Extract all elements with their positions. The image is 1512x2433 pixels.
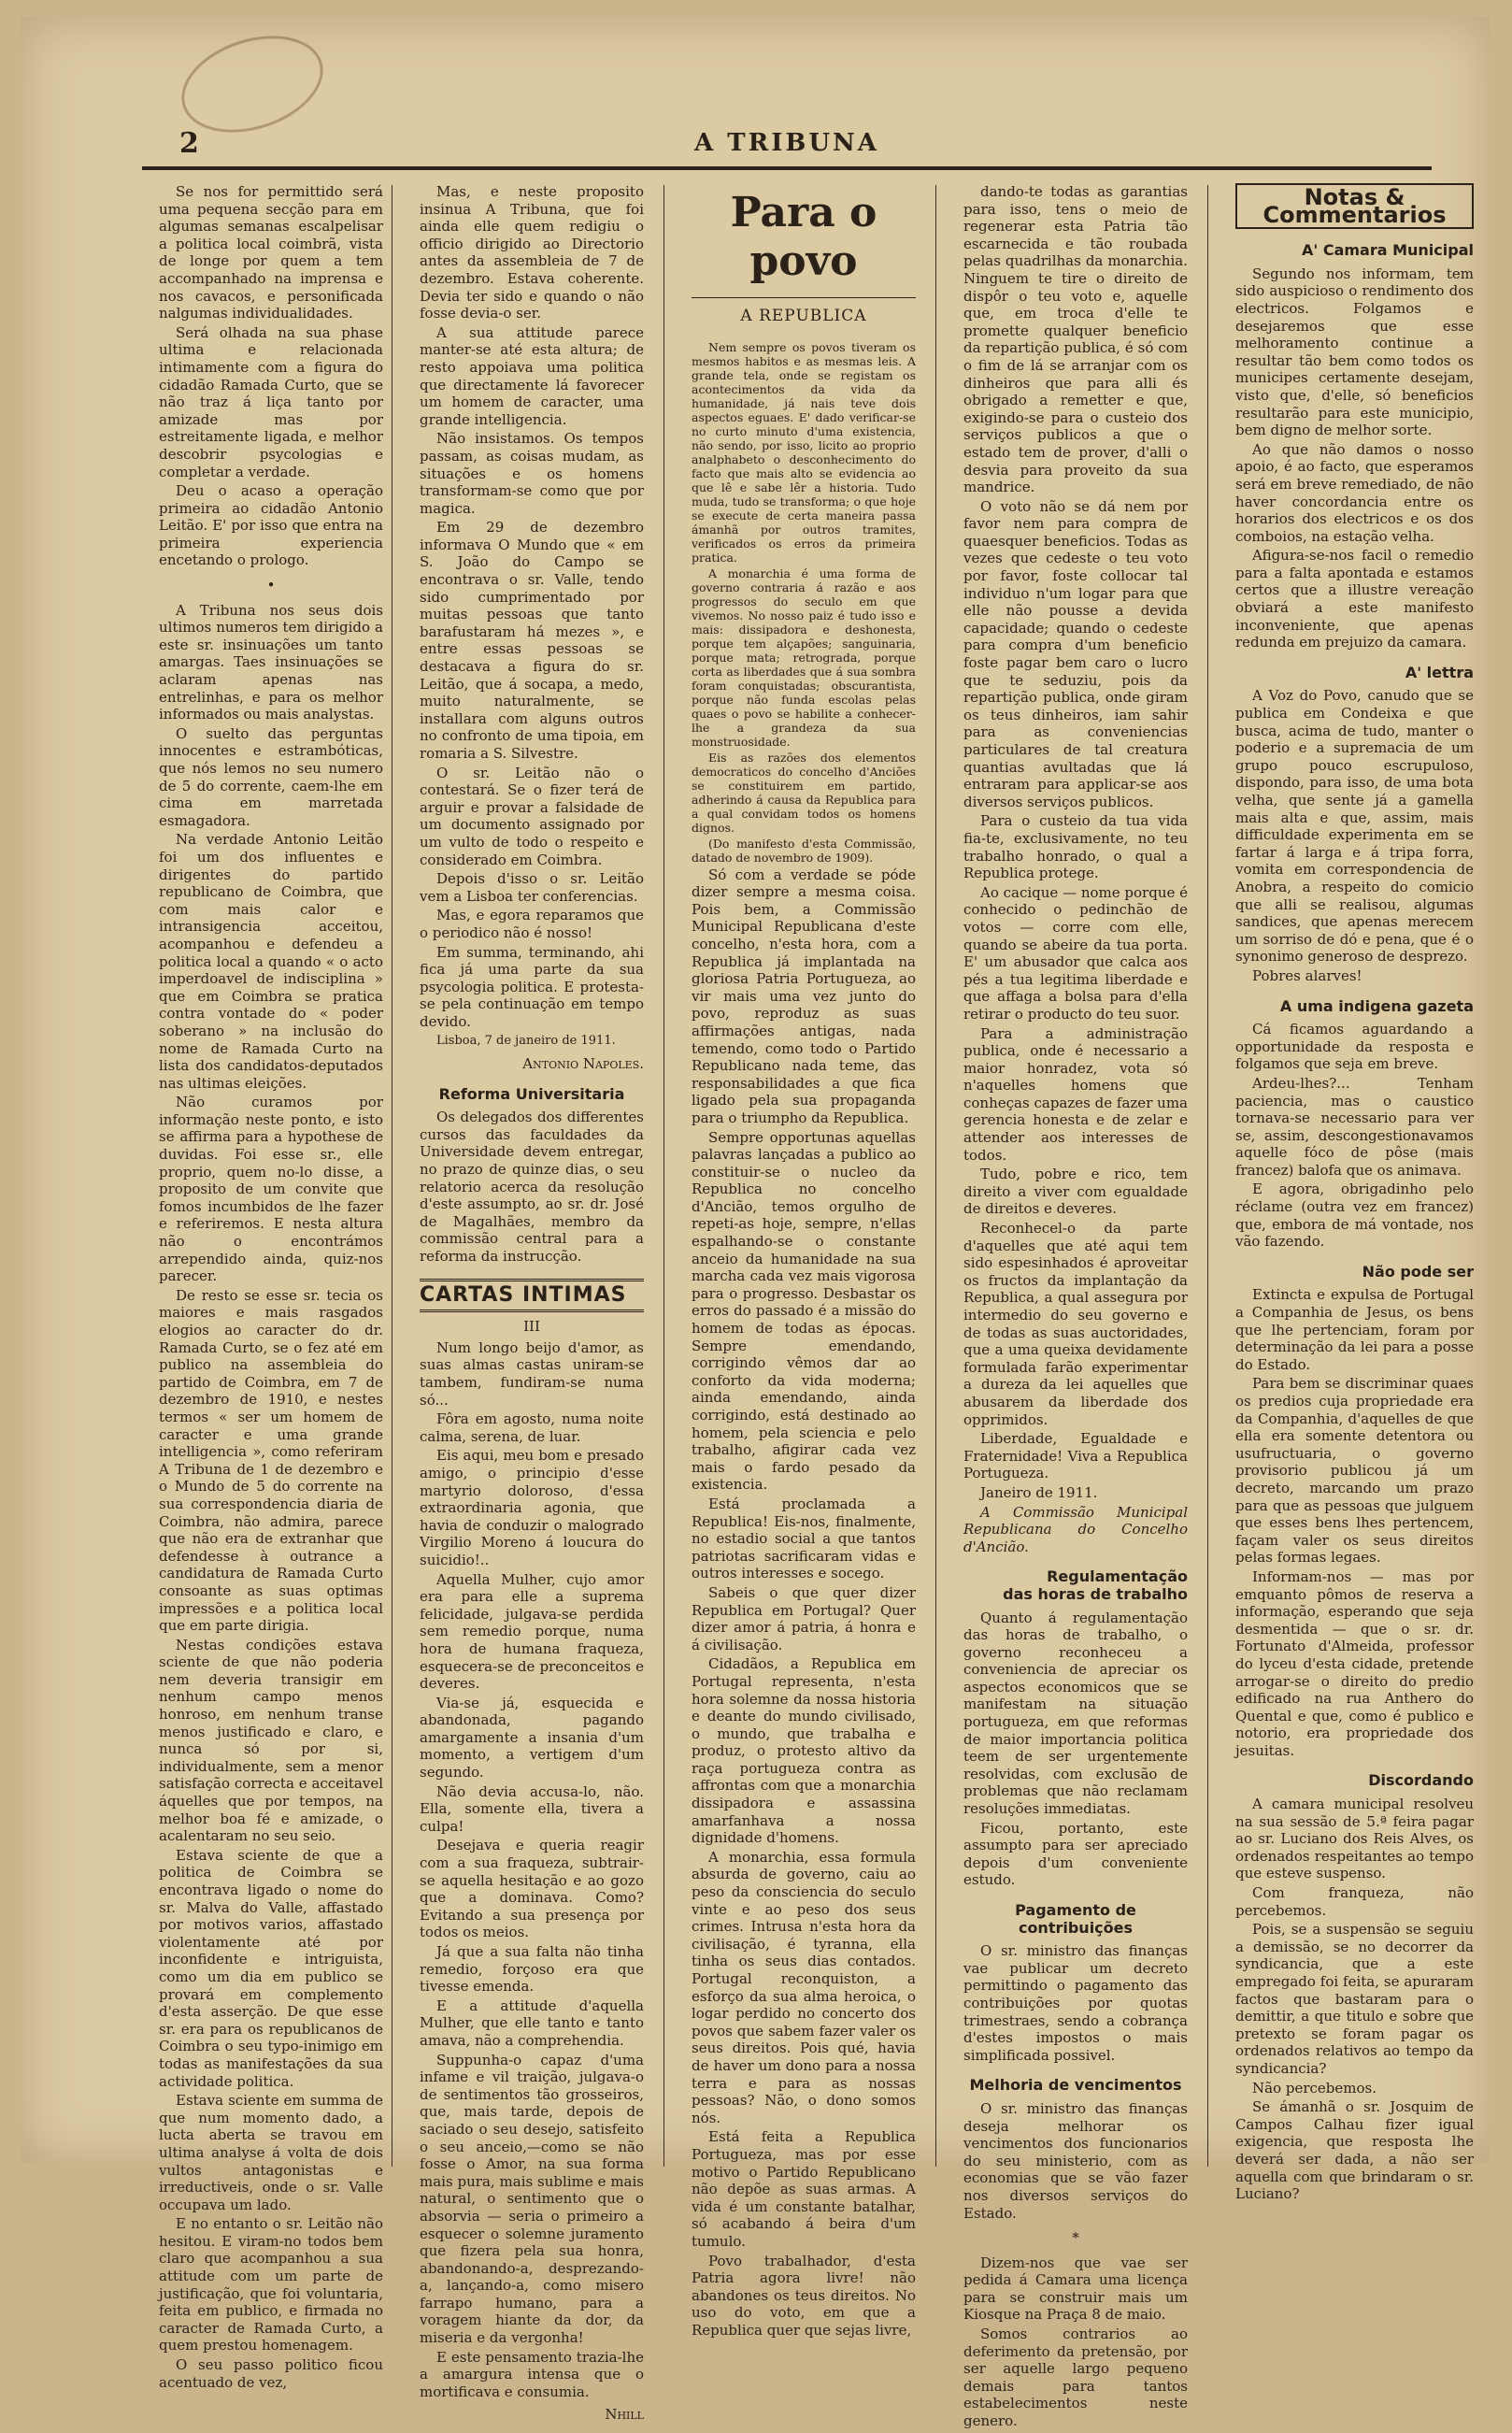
article-date: Lisboa, 7 de janeiro de 1911. [436, 1033, 616, 1048]
column-rule [935, 185, 936, 2167]
section-notas-commentarios: Notas & Commentarios [1235, 183, 1474, 229]
headline-nao-pode-ser: Não pode ser [1362, 1262, 1474, 1281]
manifesto-paragraph: A monarchia é uma forma de governo contraria á razão e aos progressos do seculo em que vivemos. No nosso paiz é tudo isso e mais: dissipadora e deshonesta, porque tem alçapões; sanguinaria, porque mata; retrograda, porque corta as liberdades que á sua sombra foram conquistadas; obscurantista, porque não funda escolas pelas quaes o povo se habilite a conhecer-lhe a grandeza da sua monstruosidade. [692, 565, 916, 749]
paragraph: E a attitude d'aquella Mulher, que elle tanto e tanto amava, não a comprehendia. [420, 1996, 644, 2049]
paragraph: Liberdade, Egualdade e Fraternidade! Viva a Republica Portugueza. [963, 1430, 1188, 1482]
paragraph: A sua attitude parece manter-se até esta altura; de resto appoiava uma politica que directamente lá favorecer um homem de caracter, uma grande intelligencia. [420, 323, 644, 428]
column-para-o-povo [692, 183, 916, 2340]
paragraph: A Tribuna nos seus dois ultimos numeros tem dirigido a este sr. insinuações um tanto amargas. Taes insinuações se aclaram apenas nas entrelinhas, e para os melhor informados ou mais analystas. [159, 601, 383, 723]
separator-star: • [266, 577, 276, 594]
headline-discordando: Discordando [1368, 1771, 1474, 1790]
paragraph: Será olhada na sua phase ultima e relacionada intimamente com a figura do cidadão Ramada Curto, que se não traz á liça tanto por amizade mas por estreitamente ligada, e melhor descobrir psycologias e completar a verdade. [159, 323, 383, 480]
paragraph: E agora, obrigadinho pelo réclame (outra vez em francez) que, embora de má vontade, nos vão fazendo. [1235, 1181, 1474, 1251]
paragraph: O suelto das perguntas innocentes e estrambóticas, que nós lemos no seu numero de 5 do corrente, caem-lhe em cima em marretada esmagadora. [159, 724, 383, 829]
paragraph: O sr. Leitão não o contestará. Se o fizer terá de arguir e provar a falsidade de um documento assignado por um vulto de todo o respeito e considerado em Coimbra. [420, 764, 644, 868]
paragraph: Via-se já, esquecida e abandonada, pagando amargamente a insania d'um momento, a vertigem d'um segundo. [420, 1694, 644, 1782]
paragraph: Não percebemos. [1252, 2079, 1376, 2097]
paragraph: Só com a verdade se póde dizer sempre a mesma coisa. Pois bem, a Commissão Municipal Republicana d'este concelho, n'esta hora, com a Republica já implantada na gloriosa Patria Portugueza, ao vir mais uma vez junto do povo, reproduz as suas affirmações antigas, nada temendo, como todo o Partido Republicano nada teme, das responsabilidades a que fica ligado pela sua propaganda para o triumpho da Republica. [692, 866, 916, 1126]
paragraph: Fôra em agosto, numa noite calma, serena, de luar. [420, 1410, 644, 1445]
paragraph: Sabeis o que quer dizer Republica em Portugal? Quer dizer amor á patria, á honra e á civilisação. [692, 1583, 916, 1653]
paragraph: Povo trabalhador, d'esta Patria agora livre! não abandones os teus direitos. No uso do voto, em que a Republica quer que sejas livre, [692, 2252, 916, 2339]
paragraph: Suppunha-o capaz d'uma infame e vil traição, julgava-o de sentimentos tão grosseiros, que, mais tarde, depois de saciado o seu desejo, satisfeito o seu anceio,—como se não fosse o Amor, na sua forma mais pura, mais sublime e mais natural, o sentimento que o absorvia — seria o primeiro a esquecer o solemne juramento que fizera pela sua honra, abandonando-a, desprezando-a, lançando-a, como misero farrapo humano, para a voragem hiante da dor, da miseria e da vergonha! [420, 2051, 644, 2347]
headline-camara: A' Camara Municipal [1301, 241, 1474, 260]
paragraph: Deu o acaso a operação primeira ao cidadão Antonio Leitão. E' por isso que entra na primeira experiencia encetando o prologo. [159, 482, 383, 569]
paragraph: Ardeu-lhes?... Tenham paciencia, mas o caustico tornava-se necessario para ver se, assim, descongestionavamos aquelle fóco de pôse (mais francez) balofa que os animava. [1235, 1074, 1474, 1179]
paragraph: O seu passo politico ficou acentuado de vez, [159, 2356, 383, 2391]
paragraph: Se ámanhã o sr. Josquim de Campos Calhau fizer igual exigencia, que resposta lhe deverá ser dada, a não ser aquella com que brindaram o sr. Luciano? [1235, 2098, 1474, 2203]
paragraph: Para a administração publica, onde é necessario a maior honradez, vota só n'aquelles homens que conheças capazes de fazer uma gerencia honesta e de zelar e attender aos interesses de todos. [963, 1024, 1188, 1164]
paragraph: Estava sciente em summa de que num momento dado, a lucta aberta se travou em ultima analyse á volta de dois vultos antagonistas e irreductiveis, onde o sr. Valle occupava um lado. [159, 2092, 383, 2213]
paragraph: Em 29 de dezembro informava O Mundo que « em S. João do Campo se encontrava o sr. Valle, tendo sido cumprimentado por muitas pessoas que tanto barafustaram há mezes », e entre essas pessoas se destacava a figura do sr. Leitão, que á socapa, a medo, muito naturalmente, se installara com alguns outros no confronto de uma tipoia, em romaria a S. Silvestre. [420, 519, 644, 762]
paragraph: A monarchia, essa formula absurda de governo, caiu ao peso da consciencia do seculo vinte e ao peso dos seus crimes. Intrusa n'esta hora da civilisação, é tyranna, ella tinha os seus dias contados. Portugal reconquiston, a esforço da sua alma heroica, o logar perdido no concerto dos povos que sabem fazer valer os seus direitos. Pois qué, havia de haver um dono para a nossa terra e para as nossas pessoas? Não, o dono somos nós. [692, 1848, 916, 2126]
paragraph: Não curamos por informação neste ponto, e isto se affirma para a hypothese de duvidas. Foi esse sr., elle proprio, quem no-lo disse, a proposito de um convite que fomos incumbidos de lhe fazer e referiremos. E nesta altura não o encontrámos arrependido ainda, quiz-nos parecer. [159, 1094, 383, 1285]
article-date: Janeiro de 1911. [980, 1483, 1098, 1501]
paragraph: O voto não se dá nem por favor nem para compra de quaesquer beneficios. Todas as vezes que cedeste o teu voto por favor, foste collocar tal individuo n'um logar para que elle não pousse a devida capacidade; quando o cedeste para compra d'um beneficio foste pagar bem caro o lucro que te seduziu, pois da repartição publica, onde giram os teus dinheiros, iam sahir para as conveniencias particulares de tal creatura quantias avultadas que lá entraram para applicar-se aos diversos serviços publicos. [963, 497, 1188, 810]
headline-cartas-intimas: CARTAS INTIMAS [420, 1279, 644, 1313]
letter-signature: Nhill [605, 2406, 644, 2424]
newspaper-page [21, 17, 1490, 2430]
letter-number: III [523, 1318, 540, 1336]
paragraph: De resto se esse sr. tecia os maiores e mais rasgados elogios ao caracter do dr. Ramada Curto, se o fez até em publico na assembleia do partido de Coimbra, em 7 de dezembro de 1910, e nestes termos « ser um homem de caracter e uma grande intelligencia », como referiram A Tribuna de 1 de dezembro e o Mundo de 5 do corrente na sua correspondencia diaria de Coimbra, não admira, parece que não era de extranhar que defendesse à outrance a candidatura de Ramada Curto consoante as suas optimas impressões e a politica local que em parte dirigia. [159, 1286, 383, 1635]
paragraph: Afigura-se-nos facil o remedio para a falta apontada e estamos certos que a illustre vereação obviará a este manifesto inconveniente, que apenas redunda em prejuizo da camara. [1235, 547, 1474, 651]
headline-gazeta: A uma indigena gazeta [1279, 996, 1474, 1015]
headline-melhoria: Melhoria de vencimentos [969, 2076, 1182, 2095]
manifesto-paragraph: Nem sempre os povos tiveram os mesmos habitos e as mesmas leis. A grande tela, onde se registam os acontecimentos da vida da humanidade, já nais teve dois aspectos eguaes. E' dado verificar-se no curto minuto d'uma existencia, não sendo, por isso, licito ao proprio analphabeto o desconhecimento do facto que mais alto se evidencia ao que lê e sabe lêr a historia. Tudo muda, tudo se transforma; o que hoje se execute de certa maneira passa ámanhã por outros tramites, verificados os erros da primeira pratica. [692, 339, 916, 565]
paragraph: Cidadãos, a Republica em Portugal representa, n'esta hora solemne da nossa historia e deante do mundo civilisado, o mundo, que trabalha e produz, o protesto altivo da raça portugueza contra as affrontas com que a monarchia dissipadora e assassina amarfanhava a nossa dignidade d'homens. [692, 1655, 916, 1847]
headline-reforma: Reforma Universitaria [438, 1084, 625, 1103]
paragraph: Dizem-nos que vae ser pedida á Camara uma licença para se construir mais um Kiosque na Praça 8 de maio. [963, 2254, 1188, 2324]
paragraph: Os delegados dos differentes cursos das faculdades da Universidade devem entregar, no prazo de quinze dias, o seu relatorio acerca da resolução d'este assumpto, ao sr. dr. José de Magalhães, membro da commissão central para a reforma da instrucção. [420, 1109, 644, 1266]
paragraph: Mas, e egora reparamos que o periodico não é nosso! [420, 907, 644, 941]
paragraph: Se nos for permittido será uma pequena secção para em algumas semanas escalpelisar a politica local coimbrã, vista de longe por quem a tem accompanhado na imprensa e nos cavacos, e personificada nalgumas individualidades. [159, 183, 383, 322]
manifesto-paragraph: Eis as razões dos elementos democraticos do concelho d'Anciões se constituirem em partido, adherindo á causa da Republica para a qual convidam todos os homens dignos. [692, 750, 916, 835]
paragraph: A Voz do Povo, canudo que se publica em Condeixa e que busca, acima de tudo, manter o poderio e a supremacia de um grupo pouco escrupuloso, dispondo, para isso, de uma bota velha, que sente já a gamella mais alta e que, assim, mais difficuldade experimenta em se fartar á larga e á tripa forra, vomita em correspondencia de Anobra, a respeito do comicio que alli se realisou, algumas sandices, que apenas merecem um sorriso de dó e pena, que é o synonimo generoso de desprezo. [1235, 687, 1474, 966]
column-notas [1235, 183, 1474, 2205]
paragraph: Cá ficamos aguardando a opportunidade da resposta e folgamos que seja em breve. [1235, 1021, 1474, 1073]
paragraph: Com franqueza, não percebemos. [1235, 1884, 1474, 1919]
paragraph: O sr. ministro das finanças deseja melhorar os vencimentos dos funcionarios do seu ministerio, com as economias que se vão fazer nos diversos serviços do Estado. [963, 2099, 1188, 2222]
headline-lettra: A' lettra [1405, 663, 1474, 681]
paragraph: A camara municipal resolveu na sua sessão de 5.ª feira pagar ao sr. Luciano dos Reis Alves, os ordenados respeitantes ao tempo que esteve suspenso. [1235, 1796, 1474, 1882]
masthead [142, 127, 1432, 170]
paragraph: Somos contrarios ao deferimento da pretensão, por ser aquelle largo pequeno demais para tantos estabelecimentos neste genero. [963, 2326, 1188, 2430]
paragraph: Quanto á regulamentação das horas de trabalho, o governo reconheceu a conveniencia de apreciar os aspectos economicos que se manifestam na situação portugueza, em que reformas de maior importancia politica teem de ser urgentemente resolvidas, com exclusão de problemas que não reclamam resoluções immediatas. [963, 1609, 1188, 1818]
paragraph: E este pensamento trazia-lhe a amargura intensa que o mortificava e consumia. [420, 2348, 644, 2400]
paragraph: Desejava e queria reagir com a sua fraqueza, subtrair-se aquella hesitação e ao gozo que a dominava. Como? Evitando a sua presença por todos os meios. [420, 1837, 644, 1941]
paragraph: Está feita a Republica Portugueza, mas por esse motivo o Partido Republicano não depõe as suas armas. A vida é um constante batalhar, só acabando á beira d'um tumulo. [692, 2128, 916, 2250]
article-signature: Antonio Napoles. [522, 1055, 644, 1073]
page-number: 2 [179, 127, 199, 160]
column-politica-local [159, 183, 383, 2393]
paragraph: Para bem se discriminar quaes os predios cuja propriedade era da Companhia, d'aquelles de que ella era somente detentora ou usufructuaria, o governo provisorio publicou já um decreto, marcando um prazo para que as pessoas que julguem que esses bens lhes pertencem, façam valer os seus direitos pelas formas legaes. [1235, 1375, 1474, 1567]
column-povo-cont [963, 183, 1188, 2432]
paragraph: Num longo beijo d'amor, as suas almas castas uniram-se tambem, fundiram-se numa só... [420, 1338, 644, 1409]
paragraph: Pobres alarves! [1252, 966, 1362, 984]
subheadline-republica: A REPUBLICA [692, 297, 916, 325]
separator-star: * [1072, 2229, 1079, 2247]
paragraph: Não insistamos. Os tempos passam, as coisas mudam, as situações e os homens transformam-se como que por magica. [420, 430, 644, 517]
paper-name: A TRIBUNA [694, 129, 879, 157]
paragraph: dando-te todas as garantias para isso, tens o meio de regenerar esta Patria tão escarnecida e tão roubada pelas quadrilhas da monarchia. Ninguem te tire o direito de dispôr o teu voto e, aquelle que, em troca d'elle te promette qualquer beneficio da repartição publica, é só com o fim de lá se arranjar com os dinheiros que para alli és obrigado a remetter e que, exigindo-se para o custeio dos serviços publicos a que o estado tem de prover, d'alli o desvia para proveito da sua mandrice. [963, 183, 1188, 496]
paragraph: Pois, se a suspensão se seguiu a demissão, se no decorrer da syndicancia, que a este empregado foi feita, se apuraram factos que bastaram para o demittir, a que titulo e sobre que pretexto se foram pagar os ordenados relativos ao tempo da syndicancia? [1235, 1921, 1474, 2077]
paragraph: Está proclamada a Republica! Eis-nos, finalmente, no estadio social a que tantos patriotas sacrificaram vidas e outros interesses e socego. [692, 1495, 916, 1582]
paragraph: Nestas condições estava sciente de que não poderia nem deveria transigir em nenhum campo menos honroso, em nenhum transe menos justificado e claro, e nunca só por si, individualmente, sem a menor satisfação correcta e acceitavel áquelles que por tempos, na melhor boa fé e amizade, o acalentaram no seu seio. [159, 1636, 383, 1845]
paragraph: E no entanto o sr. Leitão não hesitou. E viram-no todos bem claro que acompanhou a sua attitude com um parte de justificação, que foi voluntaria, feita em publico, e firmada no caracter de Ramada Curto, a quem prestou homenagem. [159, 2215, 383, 2354]
paragraph: Eis aqui, meu bom e presado amigo, o principio d'esse martyrio doloroso, d'essa extraordinaria agonia, que havia de conduzir o malogrado Virgilio Moreno á loucura do suicidio!.. [420, 1447, 644, 1568]
paragraph: Depois d'isso o sr. Leitão vem a Lisboa ter conferencias. [420, 870, 644, 905]
paragraph: Ficou, portanto, este assumpto para ser apreciado depois d'um conveniente estudo. [963, 1819, 1188, 1889]
paragraph: O sr. ministro das finanças vae publicar um decreto permittindo o pagamento das contribuições por quotas trimestraes, sendo a cobrança d'estes impostos o mais simplificada possivel. [963, 1942, 1188, 2064]
paragraph: Mas, e neste proposito insinua A Tribuna, que foi ainda elle quem redigiu o officio dirigido ao Directorio antes da assembleia de 7 de dezembro. Estava coherente. Devia ter sido e quando o não fosse devia-o ser. [420, 183, 644, 322]
paragraph: Segundo nos informam, tem sido auspicioso o rendimento dos electricos. Folgamos e desejaremos que esse melhoramento continue a resultar tão bem como todos os municipes certamente desejam, visto que, d'elle, só beneficios resultarão para este municipio, bem digno de melhor sorte. [1235, 265, 1474, 439]
paragraph: Sempre opportunas aquellas palavras lançadas a publico ao constituir-se o nucleo da Republica no concelho d'Ancião, temos orgulho de repeti-as hoje, sempre, n'ellas espalhando-se o constante anceio da humanidade na sua marcha cada vez mais vigorosa para o progresso. Desbastar os erros do passado é a missão do homem de todas as épocas. Sempre emendando, corrigindo vêmos dar ao conforto da vida moderna; ainda emendando, ainda corrigindo, está destinado ao homem, pela sciencia e pelo trabalho, afigirar cada vez mais o fardo pesado da existencia. [692, 1128, 916, 1494]
commission-signature: A Commissão Municipal Republicana do Concelho d'Ancião. [963, 1503, 1188, 1555]
paragraph: Tudo, pobre e rico, tem direito a viver com egualdade de direitos e deveres. [963, 1166, 1188, 1218]
paragraph: Em summa, terminando, ahi fica já uma parte da sua psycologia politica. E protesta-se pela continuação em tempo devido. [420, 943, 644, 1030]
paragraph: Reconhecel-o da parte d'aquelles que até aqui tem sido espesinhados é aproveitar os fructos da implantação da Republica, a qual assegura por intermedio do seu governo e de todas as suas auctoridades, que a uma queixa devidamente formulada farão experimentar a dureza da lei aquelles que abusarem da liberdade dos opprimidos. [963, 1220, 1188, 1428]
paragraph: Aquella Mulher, cujo amor era para elle a suprema felicidade, julgava-se perdida sem remedio porque, numa hora de humana fraqueza, esquecera-se de preconceitos e deveres. [420, 1570, 644, 1693]
paragraph: Ao que não damos o nosso apoio, é ao facto, que esperamos será em breve remediado, de não haver concordancia entre os horarios dos electricos e os dos comboios, na estação velha. [1235, 440, 1474, 545]
paragraph: Ao cacique — nome porque é conhecido o pedinchão de votos — corre com elle, quando se abeire da tua porta. E' um abusador que calca aos pés a tua legitima liberdade e que affaga a bolsa para d'ella retirar o producto do teu suor. [963, 883, 1188, 1023]
paragraph: Já que a sua falta não tinha remedio, forçoso era que tivesse emenda. [420, 1943, 644, 1996]
paragraph: Estava sciente de que a politica de Coimbra se encontrava ligado o nome do sr. Malva do Valle, affastado por motivos varios, affastado violentamente até por inconfidente e intriguista, como um dia em publico se provará em complemento d'esta asserção. De que esse sr. era para os republicanos de Coimbra o seu typo-inimigo em todas as manifestações da sua actividade politica. [159, 1846, 383, 2090]
column-rule [663, 185, 664, 2167]
column-cartas [420, 183, 644, 2433]
manifesto-source: (Do manifesto d'esta Commissão, datado de novembro de 1909). [692, 836, 916, 865]
column-rule [1207, 185, 1208, 2167]
headline-regulamentacao: Regulamentação das horas de trabalho [1003, 1567, 1188, 1603]
paragraph: Na verdade Antonio Leitão foi um dos influentes e dirigentes do partido republicano de Coimbra, que com mais calor e intransigencia acceitou, acompanhou e defendeu a politica local a quando « o acto imperdoavel de indisciplina » que em Coimbra se pratica contra vontade do « poder soberano » na inclusão do nome de Ramada Curto na lista dos candidatos-deputados nas ultimas eleições. [159, 831, 383, 1092]
paragraph: Para o custeio da tua vida fia-te, exclusivamente, no teu trabalho honrado, o qual a Republica protege. [963, 812, 1188, 882]
paragraph: Informam-nos — mas por emquanto pômos de reserva a informação, esperando que seja desmentida — que o sr. dr. Fortunato d'Almeida, professor do lyceu d'esta cidade, pretende arrogar-se o direito do predio edificado na rua Anthero do Quental e que, como é publico e notorio, era propriedade dos jesuitas. [1235, 1567, 1474, 1759]
headline-pagamento: Pagamento de contribuições [1015, 1901, 1136, 1937]
headline-para-o-povo: Para o povo [730, 189, 877, 285]
paragraph: Não devia accusa-lo, não. Ella, somente ella, tivera a culpa! [420, 1782, 644, 1835]
paragraph: Extincta e expulsa de Portugal a Companhia de Jesus, os bens que lhe pertenciam, foram por determinação da lei para a posse do Estado. [1235, 1286, 1474, 1373]
